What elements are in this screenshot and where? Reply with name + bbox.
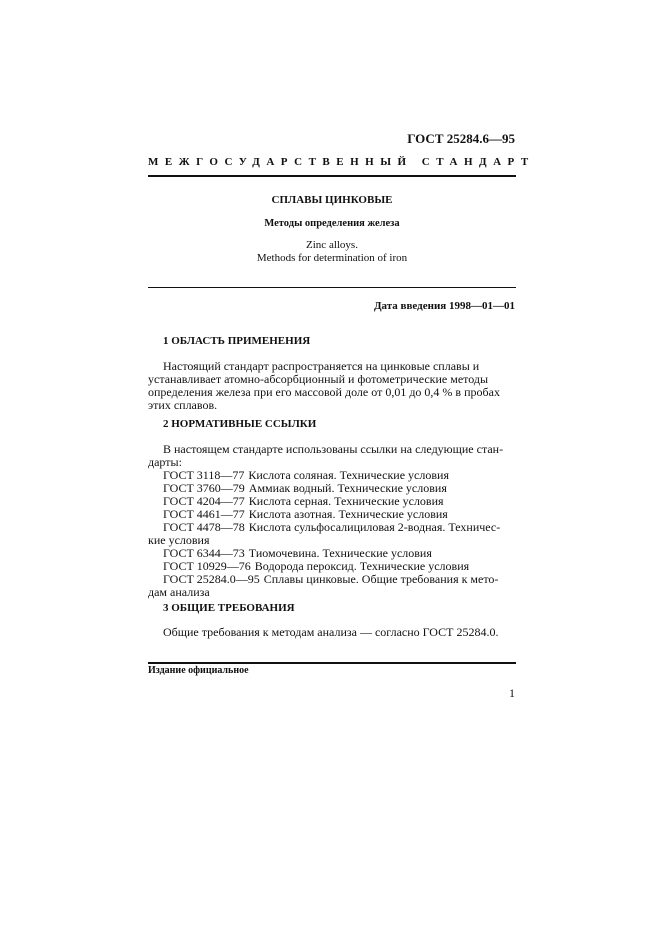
reference-text: Кислота азотная. Технические условия (248, 507, 448, 521)
introduction-date: Дата введения 1998—01—01 (373, 300, 515, 312)
section-1-line: устанавливает атомно-абсорбционный и фотометрические методы (148, 372, 489, 386)
reference-list (148, 469, 516, 599)
reference-code: ГОСТ 25284.0—95 (163, 572, 260, 586)
reference-text: Водорода пероксид. Технические условия (254, 559, 470, 573)
page-number: 1 (509, 686, 515, 700)
section-2-intro-line: дарты: (148, 455, 182, 469)
reference-text: дам анализа (148, 585, 210, 599)
reference-text: Тиомочевина. Технические условия (248, 546, 432, 560)
section-1-paragraph (148, 360, 516, 412)
reference-text: Кислота сульфосалициловая 2-водная. Техничес- (248, 520, 501, 534)
reference-item-continuation (148, 586, 516, 599)
reference-code: ГОСТ 6344—73 (163, 546, 245, 560)
english-title: Zinc alloys. (306, 239, 358, 251)
reference-text: кие условия (148, 533, 210, 547)
section-1-line: Настоящий стандарт распространяется на цинковые сплавы и (163, 359, 480, 373)
header-rule (148, 175, 516, 177)
reference-code: ГОСТ 4204—77 (163, 494, 245, 508)
document-subtitle: Методы определения железа (264, 218, 400, 229)
title-rule (148, 287, 516, 288)
document-title: СПЛАВЫ ЦИНКОВЫЕ (271, 194, 393, 206)
reference-text: Сплавы цинковые. Общие требования к мето- (263, 572, 499, 586)
section-2-intro (148, 443, 516, 469)
reference-text: Кислота серная. Технические условия (248, 494, 444, 508)
interstate-standard-label: МЕЖГОСУДАРСТВЕННЫЙ СТАНДАРТ (148, 156, 535, 168)
section-1-line: определения железа при его массовой доле от 0,01 до 0,4 % в пробах (148, 385, 500, 399)
gost-number: ГОСТ 25284.6—95 (407, 131, 515, 146)
reference-code: ГОСТ 10929—76 (163, 559, 251, 573)
section-2-heading: 2 НОРМАТИВНЫЕ ССЫЛКИ (163, 418, 317, 430)
official-edition-label: Издание официальное (148, 665, 249, 676)
section-3-heading: 3 ОБЩИЕ ТРЕБОВАНИЯ (163, 602, 295, 614)
english-title-block (148, 239, 516, 265)
footer-rule (148, 662, 516, 664)
reference-code: ГОСТ 3118—77 (163, 468, 245, 482)
reference-code: ГОСТ 4478—78 (163, 520, 245, 534)
english-subtitle: Methods for determination of iron (256, 252, 408, 264)
section-1-heading: 1 ОБЛАСТЬ ПРИМЕНЕНИЯ (163, 335, 311, 347)
reference-code: ГОСТ 4461—77 (163, 507, 245, 521)
reference-text: Кислота соляная. Технические условия (248, 468, 449, 482)
section-1-line: этих сплавов. (148, 398, 218, 412)
reference-code: ГОСТ 3760—79 (163, 481, 245, 495)
reference-text: Аммиак водный. Технические условия (248, 481, 447, 495)
section-3-paragraph (148, 626, 516, 639)
section-3-line: Общие требования к методам анализа — согласно ГОСТ 25284.0. (163, 625, 499, 639)
section-2-intro-line: В настоящем стандарте использованы ссылки на следующие стан- (163, 442, 504, 456)
